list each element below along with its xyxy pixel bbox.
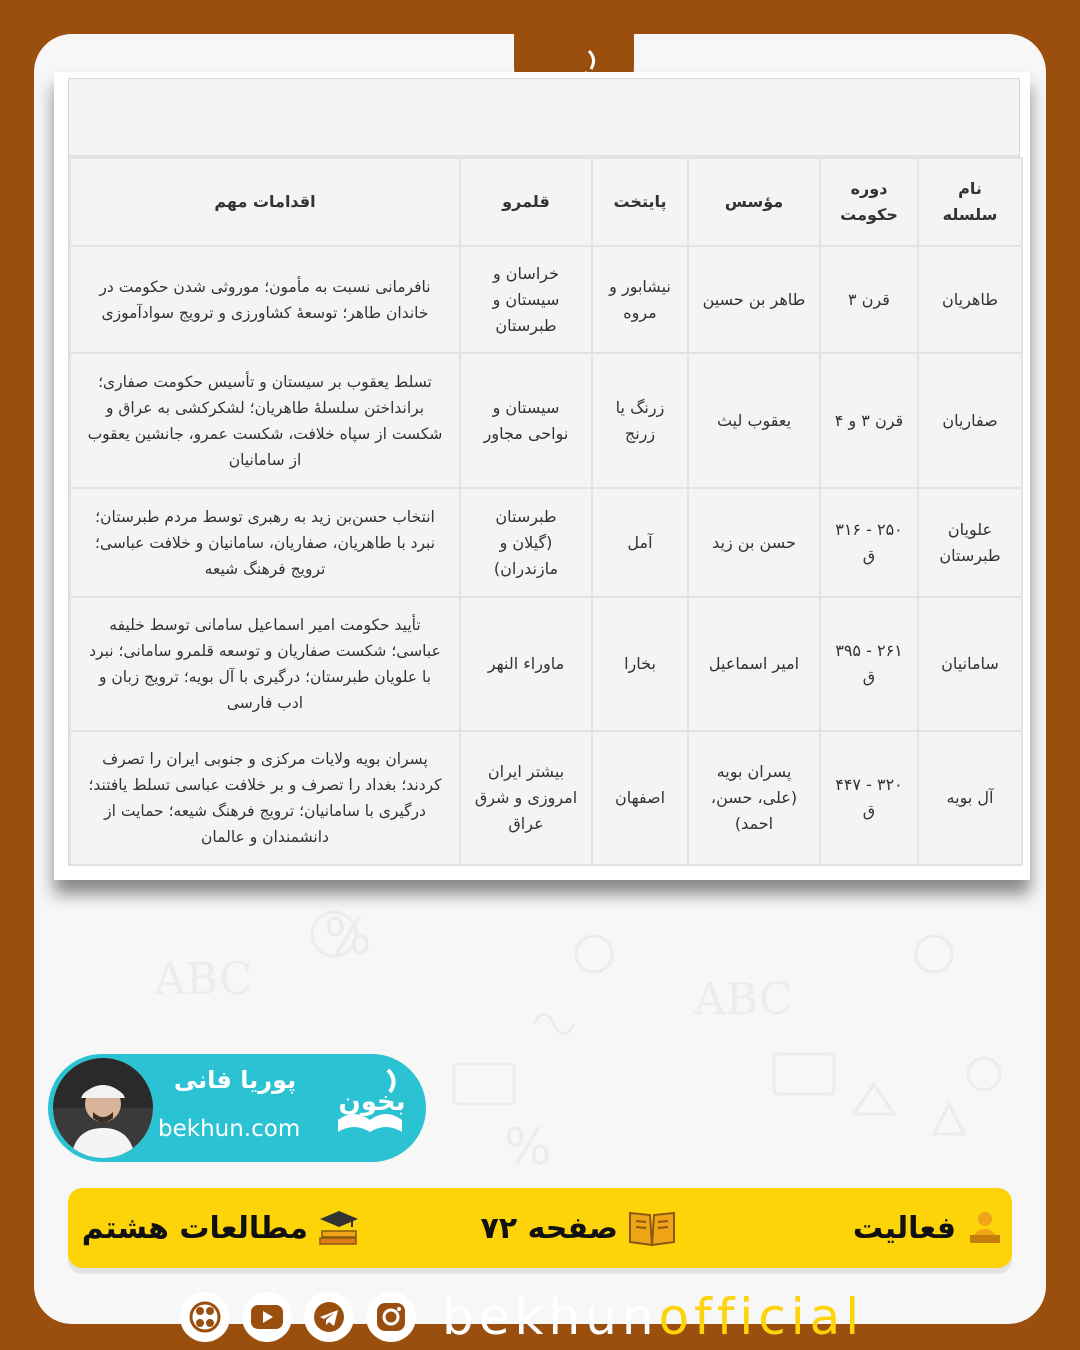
header-territory: قلمرو	[460, 158, 592, 246]
cell-name: آل بویه	[918, 731, 1022, 865]
header-capital: پایتخت	[592, 158, 688, 246]
cell-founder: طاهر بن حسین	[688, 246, 820, 353]
graduation-books-icon	[318, 1209, 360, 1247]
dynasty-table-grid	[69, 157, 1023, 866]
author-name: پوریا فانی	[173, 1066, 297, 1094]
table-top-blank	[69, 79, 1019, 157]
instagram-button[interactable]	[366, 1292, 416, 1342]
cell-period: ۳۲۰ - ۴۴۷ ق	[820, 731, 918, 865]
open-book-icon	[628, 1209, 676, 1247]
activity-label	[844, 1203, 1004, 1253]
cell-actions: پسران بویه ولایات مرکزی و جنوبی ایران را تصرف کردند؛ بغداد را تصرف و بر خلافت عباسی تسلط یافتند؛ درگیری با سامانیان؛ ترویج فرهنگ شیعه؛ حمایت از دانشمندان و عالمان	[70, 731, 460, 865]
cell-founder: پسران بویه (علی، حسن، احمد)	[688, 731, 820, 865]
cell-capital: بخارا	[592, 597, 688, 731]
cell-period: قرن ۳ و ۴	[820, 353, 918, 488]
header-actions: اقدامات مهم	[70, 158, 460, 246]
table-row	[70, 488, 1022, 597]
cell-founder: حسن بن زید	[688, 488, 820, 597]
page-text: صفحه ۷۲	[480, 1210, 618, 1246]
aparat-icon	[188, 1300, 222, 1334]
subject-label	[80, 1203, 360, 1253]
aparat-button[interactable]	[180, 1292, 230, 1342]
telegram-button[interactable]	[304, 1292, 354, 1342]
youtube-icon	[250, 1304, 284, 1330]
cell-actions: تسلط یعقوب بر سیستان و تأسیس حکومت صفاری؛ برانداختن سلسلهٔ طاهریان؛ لشکرکشی به عراق و شکست از سپاه خلافت، شکست عمرو، جانشین یعقوب از سامانیان	[70, 353, 460, 488]
brand-part-1: bekhun	[442, 1288, 659, 1346]
cell-founder: یعقوب لیث	[688, 353, 820, 488]
cell-founder: امیر اسماعیل	[688, 597, 820, 731]
person-photo-icon	[53, 1058, 153, 1158]
author-site-link[interactable]: bekhun.com	[158, 1116, 301, 1142]
cell-period: ۲۵۰ - ۳۱۶ ق	[820, 488, 918, 597]
dynasty-table	[68, 78, 1020, 866]
cell-period: قرن ۳	[820, 246, 918, 353]
page-label	[456, 1203, 676, 1253]
table-row	[70, 246, 1022, 353]
cell-name: طاهریان	[918, 246, 1022, 353]
table-row	[70, 597, 1022, 731]
cell-territory: بیشتر ایران امروزی و شرق عراق	[460, 731, 592, 865]
table-row	[70, 353, 1022, 488]
svg-text:%: %	[324, 908, 372, 966]
teacher-icon	[966, 1209, 1004, 1247]
cell-name: صفاریان	[918, 353, 1022, 488]
svg-text:ABC: ABC	[694, 974, 793, 1025]
brand-part-2: official	[658, 1288, 865, 1346]
cell-territory: سیستان و نواحی مجاور	[460, 353, 592, 488]
youtube-button[interactable]	[242, 1292, 292, 1342]
table-header-row	[70, 158, 1022, 246]
cell-name: علویان طبرستان	[918, 488, 1022, 597]
cell-territory: خراسان و سیستان و طبرستان	[460, 246, 592, 353]
cell-actions: انتخاب حسن‌بن زید به رهبری توسط مردم طبرستان؛ نبرد با طاهریان، صفاریان، سامانیان و خلافت عباسی؛ ترویج فرهنگ شیعه	[70, 488, 460, 597]
subject-text: مطالعات هشتم	[81, 1210, 308, 1246]
cell-capital: آمل	[592, 488, 688, 597]
bekhun-logo-icon	[330, 1064, 412, 1150]
cell-capital: اصفهان	[592, 731, 688, 865]
cell-territory: ماوراء النهر	[460, 597, 592, 731]
cell-territory: طبرستان (گیلان و مازندران)	[460, 488, 592, 597]
cell-capital: نیشابور و مروه	[592, 246, 688, 353]
table-row	[70, 731, 1022, 865]
cell-period: ۲۶۱ - ۳۹۵ ق	[820, 597, 918, 731]
svg-text:ABC: ABC	[154, 954, 253, 1005]
cell-actions: نافرمانی نسبت به مأمون؛ موروثی شدن حکومت در خاندان طاهر؛ توسعهٔ کشاورزی و ترویج سوادآموزی	[70, 246, 460, 353]
instagram-icon	[374, 1300, 408, 1334]
cell-actions: تأیید حکومت امیر اسماعیل سامانی توسط خلیفه عباسی؛ شکست صفاریان و توسعه قلمرو سامانی؛ نبرد با علویان طبرستان؛ درگیری با آل بویه؛ ترویج زبان و ادب فارسی	[70, 597, 460, 731]
cell-capital: زرنگ یا زرنج	[592, 353, 688, 488]
header-period: دوره حکومت	[820, 158, 918, 246]
header-name: نام سلسله	[918, 158, 1022, 246]
activity-text: فعالیت	[852, 1210, 956, 1246]
telegram-icon	[312, 1300, 346, 1334]
svg-text:%: %	[504, 1118, 552, 1176]
avatar	[53, 1058, 153, 1158]
header-founder: مؤسس	[688, 158, 820, 246]
footer-social-bar	[180, 1288, 900, 1346]
svg-text:بخون: بخون	[338, 1087, 406, 1117]
cell-name: سامانیان	[918, 597, 1022, 731]
brand-wordmark[interactable]	[442, 1288, 865, 1346]
